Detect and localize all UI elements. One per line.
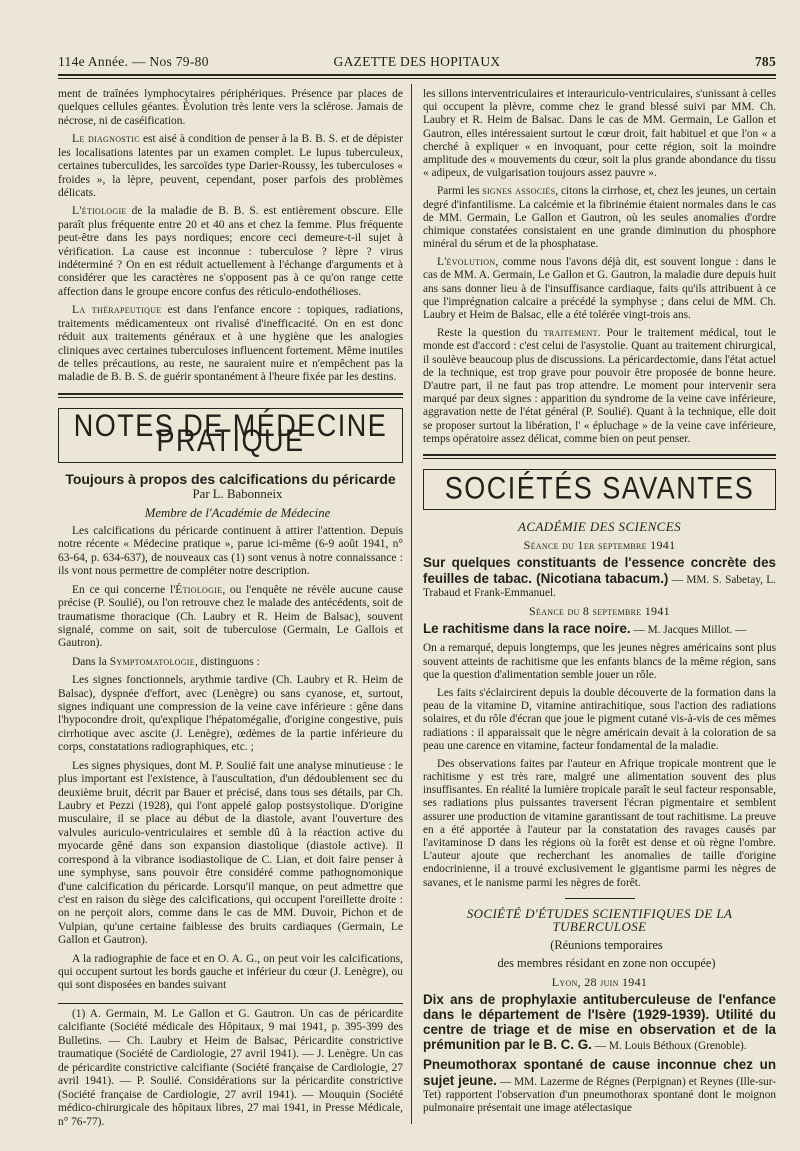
communication-text: — MM. Lazerme de Régnes (Perpignan) et Reynes (Ille-sur-Tet) rapportent l'observation d'un pneumothorax spontané dont le moignon pulmonaire présentait une image atélectasique bbox=[423, 1075, 777, 1114]
page-header bbox=[58, 54, 776, 72]
paragraph: Les signes fonctionnels, arythmie tardive (Ch. Laubry et R. Heim de Balsac), dyspnée d'effort, avec (Lenègre) ou sans cyanose, et, surtout, signes indiquant une compression de la veine cave inférieure : gêne dans l'hypocondre droit, qu'explique l'hépatomégalie, d'origine congestive, puis cirrhotique avec ascite (J. Lenègre), œdèmes de la partie inférieure du corps, constatations radiographiques, etc. ; bbox=[58, 674, 403, 754]
paragraph-text: Parmi les bbox=[437, 185, 483, 198]
section-header-box bbox=[423, 469, 776, 510]
communication-title: Pneumothorax spontané de cause inconnue chez un sujet jeune. bbox=[423, 1057, 776, 1088]
paragraph-therapeutique bbox=[58, 304, 403, 385]
section-header-box bbox=[58, 408, 403, 463]
page-number: 785 bbox=[754, 54, 776, 69]
communication-entry bbox=[423, 993, 776, 1054]
column-divider bbox=[411, 84, 412, 1124]
paragraph-etiologie bbox=[58, 205, 403, 299]
run-in-heading: Symptomatologie bbox=[109, 655, 195, 668]
article-byline: Par L. Babonneix bbox=[192, 487, 283, 502]
run-in-heading: signes associés bbox=[482, 185, 556, 198]
paragraph: ment de traînées lymphocytaires périphériques. Présence par places de quelques cellules géantes. Évolution très lente vers la sclérose. Jamais de nécrose, ni de caséification. bbox=[58, 88, 403, 127]
paragraph-etiologie-2 bbox=[58, 584, 403, 651]
session-date: Séance du 1er septembre 1941 bbox=[523, 538, 676, 553]
paragraph: A la radiographie de face et en O. A. G., on peut voir les calcifications, qui occupent surtout les bords gauche et inférieur du cœur (J. Lenègre), ou qui sont disposées en bandes suivant bbox=[58, 952, 403, 992]
run-in-heading: L'évolution bbox=[437, 256, 496, 269]
right-column bbox=[423, 88, 776, 1120]
paragraph-text: est aisé à condition de penser à la B. B. S. et de dépister les localisations latentes par un examen complet. Le lupus tuberculeux, certaines tuberculides, les sarcoïdes type Darier-Roussy, les tuberculoses « froides », la lèpre, peuvent, cependant, poser parfois des problèmes délicats. bbox=[58, 133, 403, 199]
paragraph: les sillons interventriculaires et interauriculo-ventriculaires, s'unissant à celles qui occupent la plèvre, comme chez le grand blessé suivi par MM. Ch. Laubry et R. Heim de Balsac. Dans le cas de MM. Germain, Le Gallon et Gautron, elles intéressaient surtout le cœur droit, fait habituel et que l'on « a cherché à expliquer « en invoquant, pour cette région, soit la moindre amplitude des « mouvements du cœur, soit la plus grande abondance du tissu « adipeux, de vulgarisation toujours assez pauvre ». bbox=[423, 88, 776, 180]
paragraph-text: . Pour le traitement médical, tout le monde est d'accord : c'est celui de l'asystolie. Quant au traitement chirurgical, il soulève beaucoup plus de discussions. La péricardectomie, dans l'état actuel de la technique, est trop grave pour pouvoir être proposée de bonne heure. D'autre part, il ne faut pas trop attendre. Le moment pour intervenir sera marqué par deux signes : apparition du syndrome de la veine cave inférieure, aggravation nette de l'état général (P. Soulié). Quant à la technique, elle doit se proposer surtout la libération, l' « épluchage » de la veine cave inférieure, temps opératoire assez délicat, comme bien on peut penser. bbox=[423, 327, 776, 445]
session-date: Séance du 8 septembre 1941 bbox=[529, 604, 670, 618]
run-in-heading: traitement bbox=[543, 327, 598, 340]
paragraph-text: , distinguons : bbox=[194, 655, 260, 668]
section-rule bbox=[58, 393, 403, 398]
header-rule-thin bbox=[58, 78, 776, 79]
section-rule bbox=[423, 454, 776, 459]
communication-entry bbox=[423, 622, 776, 637]
society-title: ACADÉMIE DES SCIENCES bbox=[518, 519, 681, 535]
section-title: NOTES DE MÉDECINE PRATIQUE bbox=[73, 408, 388, 459]
society-title: SOCIÉTÉ D'ÉTUDES SCIENTIFIQUES DE LA TUBERCULOSE bbox=[466, 905, 733, 934]
article-title: Toujours à propos des calcifications du péricarde bbox=[65, 470, 396, 487]
paragraph-symptomatologie bbox=[58, 656, 403, 669]
paragraph-text: , comme nous l'avons déjà dit, est souvent longue : dans le cas de MM. A. Germain, Le Gallon et G. Gautron, la maladie dure depuis huit ans sans donner lieu à de l'insuffisance cardiaque, faits qu'ils attribuent à ce que l'imprégnation calcaire a précédé la symphyse ; dans celui de MM. Ch. Laubry et Heim de Balsac, elle a été tolérée vingt-trois ans. bbox=[423, 256, 776, 321]
communication-authors: — M. Jacques Millot. — bbox=[630, 624, 747, 637]
journal-title: GAZETTE DES HOPITAUX bbox=[333, 54, 501, 69]
footnote: (1) A. Germain, M. Le Gallon et G. Gautron. Un cas de péricardite calcifiante (Société médicale des Hôpitaux, 9 mai 1941, p. 395-399 des Bulletins. — Ch. Laubry et Heim de Balsac, Péricardite constrictive traumatique (Société de Cardiologie, 27 avril 1941). — J. Lenègre. Un cas de péricardite constrictive calcifiante (Société française de Cardiologie, 27 avril 1941). — P. Soulié. Considérations sur la péricardite constrictive (Société française de Cardiologie, 27 avril 1941). — Mouquin (Société médico-chirurgicale des hôpitaux libres, 27 mai 1941, in Presse Médicale, n° 76-77). bbox=[58, 1007, 403, 1128]
separator-rule bbox=[565, 898, 635, 899]
author-affiliation: Membre de l'Académie de Médecine bbox=[144, 505, 331, 520]
communication-title: Sur quelques constituants de l'essence concrète des feuilles de tabac. (Nicotiana tabacum.) bbox=[423, 555, 776, 586]
paragraph-traitement bbox=[423, 327, 776, 446]
left-column bbox=[58, 88, 403, 1129]
paragraph-text: Dans la bbox=[72, 655, 110, 668]
section-title: SOCIÉTÉS SAVANTES bbox=[444, 470, 755, 506]
paragraph-diagnostic bbox=[58, 133, 403, 200]
paragraph: Les signes physiques, dont M. P. Soulié fait une analyse minutieuse : le plus important est l'existence, à l'auscultation, d'un dédoublement sec du deuxième bruit, décrit par Bauer et précisé, dans tous ses détails, par Ch. Laubry et Pezzi (1928), qui l'ont appelé galop postsystolique. D'origine musculaire, il se place au début de la diastole, avant l'ouverture des valvules auriculo-ventriculaires et semble dû à la réaction active du myocarde gêné dans son expansion diastolique (diastole active). Il correspond à la vibrance isodiastolique de C. Lian, et doit faire penser à une symphyse, sans pouvoir être considéré comme pathognomonique d'une calcification du péricarde. Lorsqu'il manque, on peut admettre que c'est en raison du siège des calcifications, qui occupent l'oreillette droite : on ne perçoit alors, comme dans le cas de MM. Duvoir, Pichon et de Vulpian, qu'une certaine faiblesse des bruits cardiaques (Germain, Le Gallon et Gautron). bbox=[58, 759, 403, 947]
society-subtitle: des membres résidant en zone non occupée) bbox=[497, 956, 716, 971]
run-in-heading: L'étiologie bbox=[72, 205, 127, 218]
paragraph-text: , ou l'enquête ne révèle aucune cause précise (P. Soulié), ou l'on retrouve chez le malade des antécédents, soit de traumatisme thoracique (Ch. Laubry et R. Heim de Balsac), souvent signalé, comme on sait, soit de tuberculose (Germain, Le Gallois et Gautron). bbox=[58, 583, 403, 650]
session-date: Lyon, 28 juin 1941 bbox=[551, 974, 648, 989]
run-in-heading: Le diagnostic bbox=[72, 133, 140, 146]
run-in-heading: Étiologie bbox=[175, 583, 223, 596]
paragraph-text: est dans l'enfance encore : topiques, radiations, traitements médicamenteux ont rivalisé d'inefficacité. On en est donc réduit aux traitements généraux et à une hygiène que les analogies cliniques avec certaines tuberculoses influencent fortement. Même inutiles de telles précautions, au reste, ne sauraient nuire et n'empêchent pas la maladie de B. B. S. de guérir spontanément à l'heure fixée par les destins. bbox=[58, 304, 403, 384]
paragraph-text: de la maladie de B. B. S. est entièrement obscure. Elle paraît plus fréquente entre 20 et 40 ans et chez la femme. Plus fréquente peut-être dans les pays nordiques; encore ceci demeure-t-il sujet à vérification. La cause est inconnue : tuberculose ? lèpre ? virus indéterminé ? On en est réduit actuellement à l'échange d'arguments et à considérer que les caractères ne s'opposent pas à ce qu'on range cette affection dans le groupe encore confus des réticulo-endothélioses. bbox=[58, 205, 403, 298]
society-subtitle: (Réunions temporaires bbox=[550, 938, 663, 953]
paragraph-text: , citons la cirrhose, et, chez les jeunes, un certain degré d'infantilisme. La calcémie et la fibrinémie étaient normales dans le cas de MM. Germain, Le Gallon et Gautron, où les seules anomalies d'ordre chimique constatées consistaient en une grande diminution du phosphore minéral du sérum et de la phosphatase. bbox=[423, 185, 777, 251]
communication-entry bbox=[423, 556, 776, 600]
communication-title: Le rachitisme dans la race noire. bbox=[423, 621, 631, 637]
paragraph-text: Reste la question du bbox=[437, 327, 544, 340]
paragraph-signes-associes bbox=[423, 185, 776, 251]
run-in-heading: La thérapeutique bbox=[72, 304, 162, 317]
paragraph: Les faits s'éclaircirent depuis la double découverte de la formation dans la peau de la vitamine D, vitamine antirachitique, sous l'action des radiations solaires, et du rôle d'écran que joue le pigment cutané vis-à-vis de ces mêmes radiations : il apparaissait que le nègre américain devait à la coloration de sa peau une carence en vitamine, facteur fondamental de la maladie. bbox=[423, 686, 776, 752]
communication-entry bbox=[423, 1058, 776, 1115]
communication-authors: — MM. S. Sabetay, L. Trabaud et Frank-Emmanuel. bbox=[423, 573, 777, 599]
footnotes bbox=[58, 1003, 403, 1130]
paragraph: On a remarqué, depuis longtemps, que les jeunes nègres américains sont plus souvent atteints de rachitisme que les enfants blancs de la même région, sans que la question d'alimentation semble jouer un rôle. bbox=[423, 642, 776, 681]
communication-title: Dix ans de prophylaxie antituberculeuse de l'enfance dans le département de l'Isère (1929-1939). Utilité du centre de triage et de mise en observation et de la prémunition par le B. C. G. bbox=[423, 991, 776, 1053]
paragraph: Les calcifications du péricarde continuent à attirer l'attention. Depuis notre récente « Médecine pratique », parue ici-même (6-9 août 1941, n° 63-64, p. 634-637), de nouveaux cas (1) sont venus à notre connaissance : ils vont nous permettre de compléter notre description. bbox=[58, 524, 403, 578]
paragraph: Des observations faites par l'auteur en Afrique tropicale montrent que le rachitisme y est très rare, malgré une alimentation souvent des plus insuffisantes. En réalité la lumière tropicale paraît le seul facteur responsable, ses radiations plus puissantes traversent l'écran pigmentaire et semblent assurer une production de vitamine garantissant de tout rachitisme. La preuve en a été apportée à l'auteur par la constatation des ravages causés par l'avitaminose D dans les régions où la forêt est dense et où règne l'ombre. L'auteur ajoute que recherchant les anomalies de taille d'origine endocrinienne, il a trouvé exclusivement le gigantisme parmi les nègres de savanes, et le nanisme parmi les nègres de forêt. bbox=[423, 757, 776, 889]
paragraph-evolution bbox=[423, 256, 776, 322]
communication-authors: — M. Louis Béthoux (Grenoble). bbox=[591, 1040, 747, 1053]
paragraph-text: En ce qui concerne l' bbox=[72, 583, 176, 596]
header-rule bbox=[58, 74, 776, 76]
issue-label: 114e Année. — Nos 79-80 bbox=[58, 54, 209, 69]
